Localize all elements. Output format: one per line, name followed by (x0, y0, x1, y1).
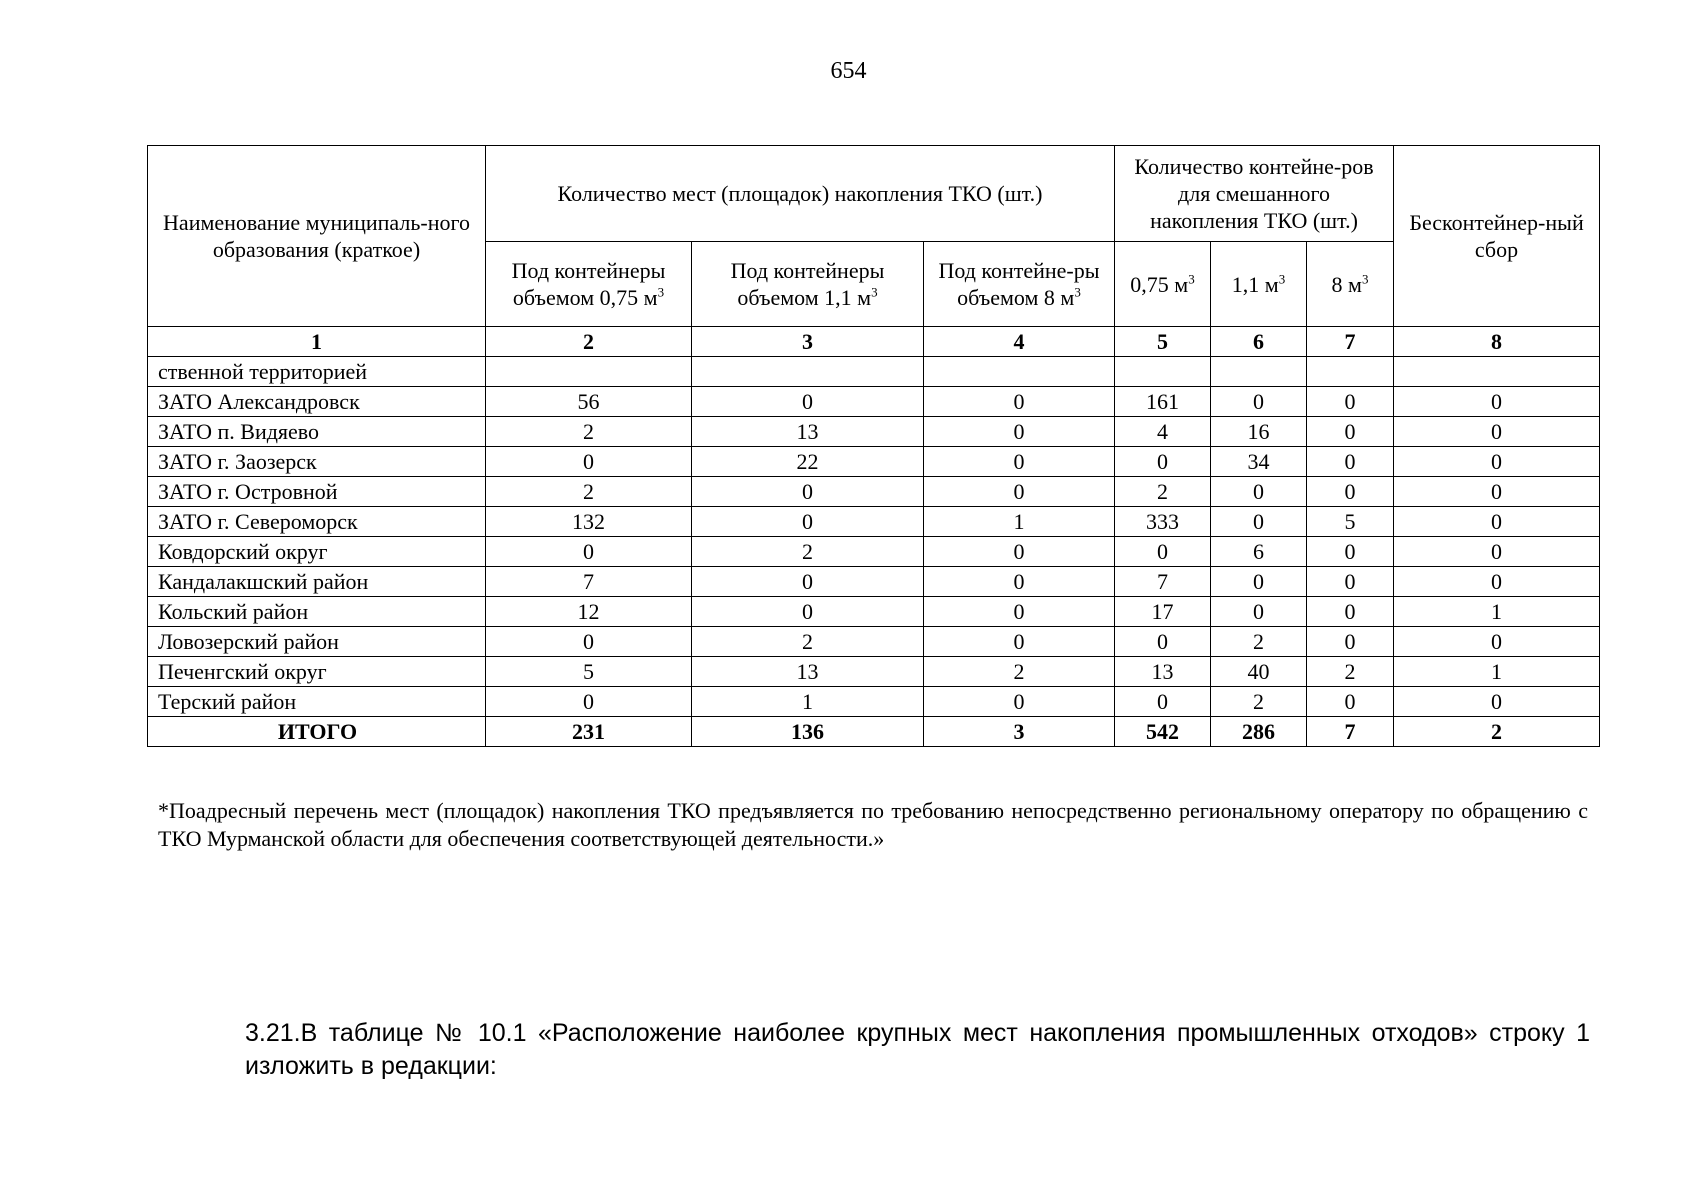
value-cell: 8 (1394, 327, 1600, 357)
municipality-cell: ИТОГО (148, 717, 486, 747)
value-cell: 0 (1307, 417, 1394, 447)
value-cell: 132 (486, 507, 692, 537)
value-cell: 0 (1394, 627, 1600, 657)
value-cell: 17 (1115, 597, 1211, 627)
header-col-7-text: 8 м (1331, 271, 1362, 297)
value-cell: 0 (1394, 687, 1600, 717)
value-cell: 0 (486, 447, 692, 477)
header-col-4: Под контейне-ры объемом 8 $м^3$ (924, 242, 1115, 327)
value-cell: 0 (1211, 567, 1307, 597)
value-cell: 2 (692, 537, 924, 567)
value-cell: 2 (924, 657, 1115, 687)
value-cell: 56 (486, 387, 692, 417)
value-cell (924, 357, 1115, 387)
footnote: *Поадресный перечень мест (площадок) накопления ТКО предъявляется по требованию непосредственно региональному оператору по обращению с ТКО Мурманской области для обеспечения соответствующей деятельности.» (158, 798, 1588, 851)
table-row (148, 597, 1600, 627)
value-cell: 0 (1394, 417, 1600, 447)
municipality-cell: ЗАТО г. Заозерск (148, 447, 486, 477)
header-col-3-text: Под контейнеры объемом 1,1 м (730, 258, 885, 310)
municipality-cell: Кандалакшский район (148, 567, 486, 597)
value-cell: 4 (924, 327, 1115, 357)
header-col-4-text: Под контейне-ры объемом 8 м (938, 258, 1100, 310)
header-places-group: Количество мест (площадок) накопления ТКО (шт.) (486, 146, 1115, 242)
value-cell: 0 (1211, 507, 1307, 537)
header-col-2: Под контейнеры объемом 0,75 $м^3$ (486, 242, 692, 327)
value-cell: 0 (692, 477, 924, 507)
value-cell: 7 (1307, 327, 1394, 357)
value-cell: 542 (1115, 717, 1211, 747)
value-cell: 0 (1307, 537, 1394, 567)
value-cell: 0 (692, 507, 924, 537)
value-cell: 1 (1394, 597, 1600, 627)
value-cell: 0 (924, 687, 1115, 717)
value-cell: 161 (1115, 387, 1211, 417)
value-cell: 0 (1211, 597, 1307, 627)
municipality-cell: ЗАТО п. Видяево (148, 417, 486, 447)
value-cell: 0 (1394, 447, 1600, 477)
value-cell: 0 (486, 687, 692, 717)
value-cell (1211, 357, 1307, 387)
table-row (148, 357, 1600, 387)
value-cell: 0 (924, 537, 1115, 567)
value-cell: 1 (148, 327, 486, 357)
value-cell: 2 (1211, 627, 1307, 657)
value-cell: 0 (486, 627, 692, 657)
value-cell: 2 (692, 627, 924, 657)
value-cell: 2 (1394, 717, 1600, 747)
value-cell: 231 (486, 717, 692, 747)
value-cell: 0 (924, 387, 1115, 417)
header-col-2-text: Под контейнеры объемом 0,75 м (511, 258, 666, 310)
value-cell: 0 (1307, 387, 1394, 417)
value-cell (1307, 357, 1394, 387)
value-cell: 0 (1307, 477, 1394, 507)
table-row (148, 567, 1600, 597)
value-cell (1115, 357, 1211, 387)
header-col-5-text: 0,75 м (1130, 271, 1189, 297)
header-municipality: Наименование муниципаль-ного образования (краткое) (148, 146, 486, 327)
table-row (148, 627, 1600, 657)
value-cell: 0 (924, 447, 1115, 477)
header-col-7: 8 $м^3$ (1307, 242, 1394, 327)
header-col-5: 0,75 $м^3$ (1115, 242, 1211, 327)
value-cell: 1 (924, 507, 1115, 537)
municipality-cell: ЗАТО г. Островной (148, 477, 486, 507)
municipality-cell: ЗАТО Александровск (148, 387, 486, 417)
total-row (148, 717, 1600, 747)
value-cell: 5 (486, 657, 692, 687)
page-number: 654 (830, 58, 867, 84)
value-cell: 2 (1211, 687, 1307, 717)
table-row (148, 507, 1600, 537)
table-row (148, 657, 1600, 687)
value-cell: 7 (486, 567, 692, 597)
municipality-cell: ственной территорией (148, 357, 486, 387)
value-cell: 136 (692, 717, 924, 747)
value-cell: 0 (924, 417, 1115, 447)
value-cell: 0 (1394, 537, 1600, 567)
value-cell: 22 (692, 447, 924, 477)
table-row (148, 417, 1600, 447)
value-cell: 0 (924, 567, 1115, 597)
value-cell: 6 (1211, 327, 1307, 357)
value-cell: 0 (1115, 537, 1211, 567)
value-cell: 1 (1394, 657, 1600, 687)
value-cell: 7 (1307, 717, 1394, 747)
value-cell: 333 (1115, 507, 1211, 537)
value-cell: 16 (1211, 417, 1307, 447)
value-cell: 3 (924, 717, 1115, 747)
value-cell: 0 (1211, 387, 1307, 417)
table-row (148, 387, 1600, 417)
value-cell: 13 (1115, 657, 1211, 687)
value-cell: 2 (1307, 657, 1394, 687)
value-cell: 0 (692, 597, 924, 627)
value-cell: 4 (1115, 417, 1211, 447)
value-cell: 0 (1307, 687, 1394, 717)
value-cell: 0 (1394, 477, 1600, 507)
municipality-cell: Кольский район (148, 597, 486, 627)
value-cell: 0 (1307, 597, 1394, 627)
tko-accumulation-table (147, 145, 1600, 747)
value-cell: 0 (1307, 567, 1394, 597)
municipality-cell: Печенгский округ (148, 657, 486, 687)
value-cell: 5 (1115, 327, 1211, 357)
value-cell: 0 (924, 597, 1115, 627)
value-cell (486, 357, 692, 387)
value-cell: 0 (924, 627, 1115, 657)
value-cell: 0 (1394, 567, 1600, 597)
value-cell: 0 (1394, 387, 1600, 417)
value-cell: 13 (692, 657, 924, 687)
header-col-6-text: 1,1 м (1231, 271, 1279, 297)
table-row (148, 687, 1600, 717)
value-cell: 286 (1211, 717, 1307, 747)
value-cell: 0 (1115, 687, 1211, 717)
value-cell: 0 (692, 387, 924, 417)
table-row (148, 537, 1600, 567)
value-cell: 0 (1115, 447, 1211, 477)
column-number-row (148, 327, 1600, 357)
value-cell: 12 (486, 597, 692, 627)
header-col-3: Под контейнеры объемом 1,1 $м^3$ (692, 242, 924, 327)
value-cell: 0 (486, 537, 692, 567)
value-cell: 2 (1115, 477, 1211, 507)
value-cell: 1 (692, 687, 924, 717)
value-cell (1394, 357, 1600, 387)
value-cell: 2 (486, 477, 692, 507)
header-containerless: Бесконтейнер-ный сбор (1394, 146, 1600, 327)
value-cell: 0 (924, 477, 1115, 507)
municipality-cell: ЗАТО г. Североморск (148, 507, 486, 537)
amendment-paragraph: 3.21.В таблице № 10.1 «Расположение наиболее крупных мест накопления промышленных отходов» строку 1 изложить в редакции: (245, 1019, 1590, 1080)
value-cell: 2 (486, 327, 692, 357)
municipality-cell: Ковдорский округ (148, 537, 486, 567)
value-cell: 13 (692, 417, 924, 447)
value-cell: 40 (1211, 657, 1307, 687)
value-cell: 0 (692, 567, 924, 597)
value-cell: 0 (1115, 627, 1211, 657)
value-cell: 0 (1307, 447, 1394, 477)
value-cell (692, 357, 924, 387)
value-cell: 0 (1211, 477, 1307, 507)
value-cell: 0 (1394, 507, 1600, 537)
table-row (148, 447, 1600, 477)
value-cell: 5 (1307, 507, 1394, 537)
municipality-cell: Терский район (148, 687, 486, 717)
value-cell: 3 (692, 327, 924, 357)
municipality-cell: Ловозерский район (148, 627, 486, 657)
value-cell: 2 (486, 417, 692, 447)
value-cell: 6 (1211, 537, 1307, 567)
table-row (148, 477, 1600, 507)
value-cell: 0 (1307, 627, 1394, 657)
value-cell: 7 (1115, 567, 1211, 597)
header-col-6: 1,1 $м^3$ (1211, 242, 1307, 327)
value-cell: 34 (1211, 447, 1307, 477)
header-containers-group: Количество контейне-ров для смешанного накопления ТКО (шт.) (1115, 146, 1394, 242)
